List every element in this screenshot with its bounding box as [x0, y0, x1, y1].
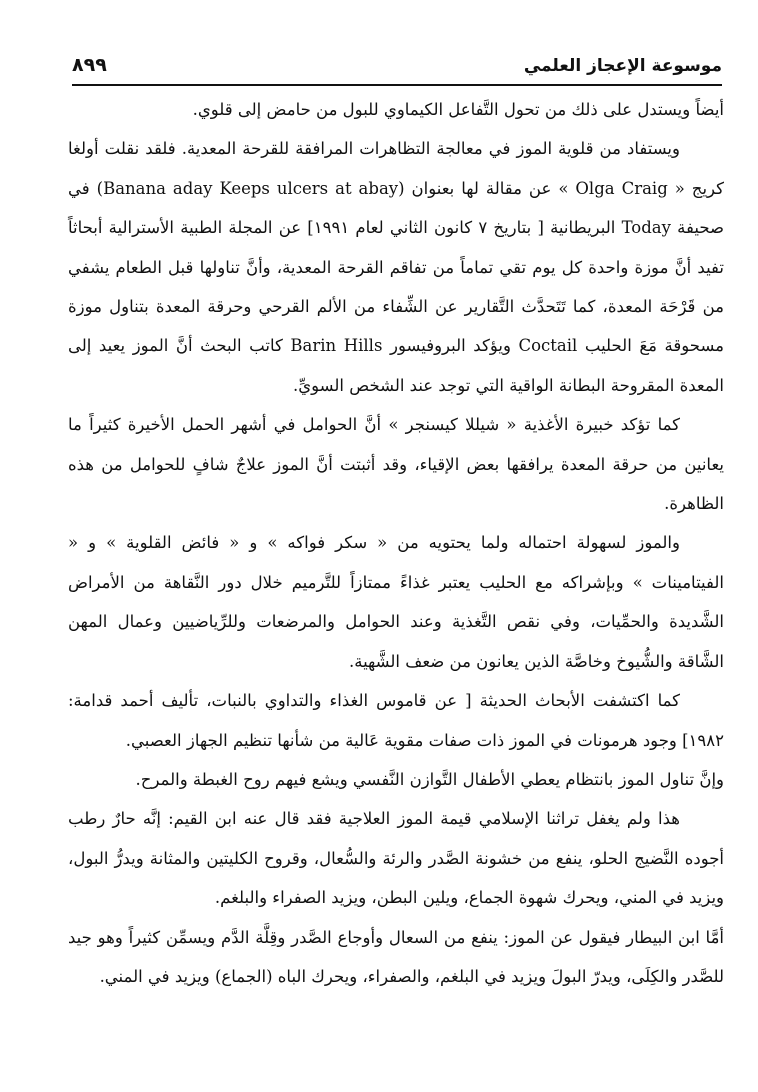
paragraph-2: ويستفاد من قلوية الموز في معالجة التظاهرات المرافقة للقرحة المعدية. فلقد نقلت أولغا كريج « Olga Craig » عن مقالة لها بعنوان (Banana aday Keeps ulcers at abay) في صحيفة Today البريطانية [ بتاريخ ٧ كانون الثاني لعام ١٩٩١] عن المجلة الطبية الأسترالية أبحاثاً تفيد أنَّ موزة واحدة كل يوم تقي تماماً من تفاقم القرحة المعدية، وأنَّ تناولها قبل الطعام يشفي من قَرْحَة المعدة، كما تَتَحدَّث التَّقارير عن الشِّفاء من الألم القرحي وحرقة المعدة بتناول موزة مسحوقة مَعَ الحليب Coctail ويؤكد البروفيسور Barin Hills كاتب البحث أنَّ الموز يعيد إلى المعدة المقروحة البطانة الواقية التي توجد عند الشخص السويِّ.	[68, 139, 725, 395]
page-number: ٨٩٩	[72, 54, 107, 76]
paragraph-6: وإنَّ تناول الموز بانتظام يعطي الأطفال التَّوازن النَّفسي ويشع فيهم روح الغبطة والمرح.	[135, 769, 724, 789]
body-text	[68, 90, 724, 996]
paragraph-8: أمَّا ابن البيطار فيقول عن الموز: ينفع من السعال وأوجاع الصَّدر وقِلَّة الدَّم ويسمِّن كثيراً وهو جيد للصَّدر والكِلَى، ويدرّ البولَ ويزيد في البلغم، والصفراء، ويحرك الباه (الجماع) ويزيد في المني.	[68, 927, 724, 986]
running-header	[72, 50, 722, 86]
paragraph-3: كما تؤكد خبيرة الأغذية « شيللا كيسنجر » أنَّ الحوامل في أشهر الحمل الأخيرة كثيراً ما يعانين من حرقة المعدة يرافقها بعض الإقياء، وقد أثبتت أنَّ الموز علاجٌ شافٍ للحوامل من هذه الظاهرة.	[68, 415, 724, 514]
paragraph-7: هذا ولم يغفل تراثنا الإسلامي قيمة الموز العلاجية فقد قال عنه ابن القيم: إنَّه حارٌ رطب أجوده النَّضيج الحلو، ينفع من خشونة الصَّدر والرئة والسُّعال، وقروح الكليتين والمثانة ويدرُّ البول، ويزيد في المني، ويحرك شهوة الجماع، ويلين البطن، ويزيد الصفراء والبلغم.	[68, 809, 724, 908]
paragraph-4: والموز لسهولة احتماله ولما يحتويه من « سكر فواكه » و « فائض القلوية » و « الفيتامينات » وبإشراكه مع الحليب يعتبر غذاءً ممتازاً للتَّرميم خلال دور النَّقاهة من الأمراض الشَّديدة والحمِّيات، وفي نقص التَّغذية وعند الحوامل والمرضعات وللرِّياضيين وعمال المهن الشَّاقة والشُّيوخ وخاصَّة الذين يعانون من ضعف الشَّهية.	[68, 533, 724, 671]
book-title: موسوعة الإعجاز العلمي	[523, 56, 722, 76]
paragraph-5: كما اكتشفت الأبحاث الحديثة [ عن قاموس الغذاء والتداوي بالنبات، تأليف أحمد قدامة: ١٩٨٢] وجود هرمونات في الموز ذات صفات مقوية عَالية من شأنها تنظيم الجهاز العصبي.	[68, 691, 724, 750]
paragraph-1: أيضاً ويستدل على ذلك من تحول التَّفاعل الكيماوي للبول من حامض إلى قلوي.	[192, 100, 724, 119]
